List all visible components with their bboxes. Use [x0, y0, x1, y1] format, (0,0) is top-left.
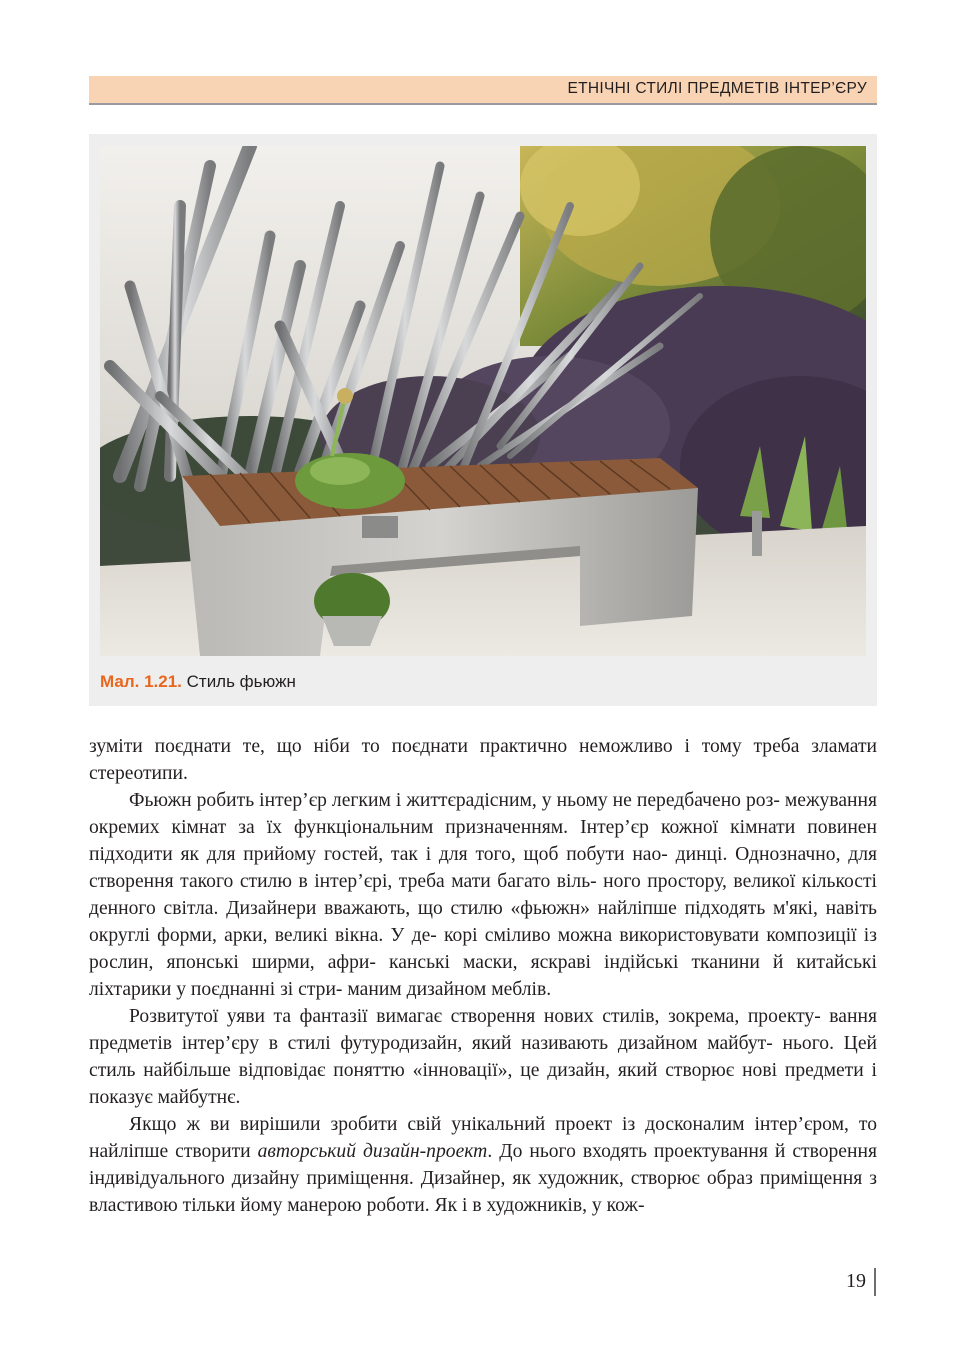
text-line: Якщо ж ви вирішили зробити свій унікальний проект із досконалим інтер’єром,: [129, 1114, 849, 1135]
paragraph-3: [89, 1003, 877, 1111]
text-line: нього. Цей стиль найбільше відповідає поняттю «інновації», це дизайн, який створює: [89, 1033, 877, 1081]
text-line: динці. Однозначно, для створення такого стилю в інтер’єрі, треба мати багато віль-: [89, 844, 878, 892]
figure-caption-text: Стиль фьюжн: [186, 672, 296, 691]
figure-caption: [100, 672, 296, 692]
page-number: 19: [846, 1270, 866, 1292]
header-band: [89, 76, 877, 105]
figure-photo: [100, 146, 866, 656]
text-line: вання предметів інтер’єру в стилі футуродизайн, який називають дизайном майбут-: [89, 1006, 877, 1054]
text-line: маним дизайном меблів.: [347, 979, 552, 1000]
text-line: кімнати повинен підходити як для прийому гостей, так і для того, щоб побути нао-: [89, 817, 877, 865]
page-number-rule: [874, 1268, 876, 1296]
paragraph-2: [89, 787, 877, 1003]
text-line: стереотипи.: [89, 763, 188, 784]
figure: [89, 134, 877, 706]
paragraph-1: [89, 733, 877, 787]
text-line: Фьюжн робить інтер’єр легким і життєрадісним, у ньому не передбачено роз-: [129, 790, 780, 811]
text-line: «фьюжн» найліпше підходять м'які, навіть округлі форми, арки, великі вікна. У де-: [89, 898, 877, 946]
text-line: образ приміщення з властивою тільки йому манерою роботи. Як і в художників, у кож-: [89, 1168, 877, 1216]
paragraph-4: [89, 1111, 877, 1219]
fusion-bench-photo: [100, 146, 866, 656]
text-line: нові предмети і показує майбутнє.: [89, 1060, 877, 1108]
italic-term: авторський дизайн-проект: [257, 1141, 488, 1162]
text-line: ного простору, великої кількості денного світла. Дизайнери вважають, що стилю: [89, 871, 877, 919]
text-line: канські маски, яскраві індійські тканини й китайські ліхтарики у поєднанні зі стри-: [89, 952, 877, 1000]
figure-label: Мал. 1.21.: [100, 672, 182, 691]
text-line: зуміти поєднати те, що ніби то поєднати практично неможливо і тому треба зламати: [89, 736, 877, 757]
body-text: [89, 733, 877, 1219]
text-line: . До нього входять проектування: [487, 1141, 768, 1162]
text-line: й створення індивідуального дизайну приміщення. Дизайнер, як художник, створює: [89, 1141, 877, 1189]
running-header-title: ЕТНІЧНІ СТИЛІ ПРЕДМЕТІВ ІНТЕР’ЄРУ: [567, 80, 867, 97]
text-line: Розвитутої уяви та фантазії вимагає створення нових стилів, зокрема, проекту-: [129, 1006, 821, 1027]
text-line: межування окремих кімнат за їх функціональним призначенням. Інтер’єр кожної: [89, 790, 877, 838]
text-line: то найліпше створити: [89, 1114, 878, 1162]
text-line: корі сміливо можна використовувати композиції із рослин, японські ширми, афри-: [89, 925, 877, 973]
